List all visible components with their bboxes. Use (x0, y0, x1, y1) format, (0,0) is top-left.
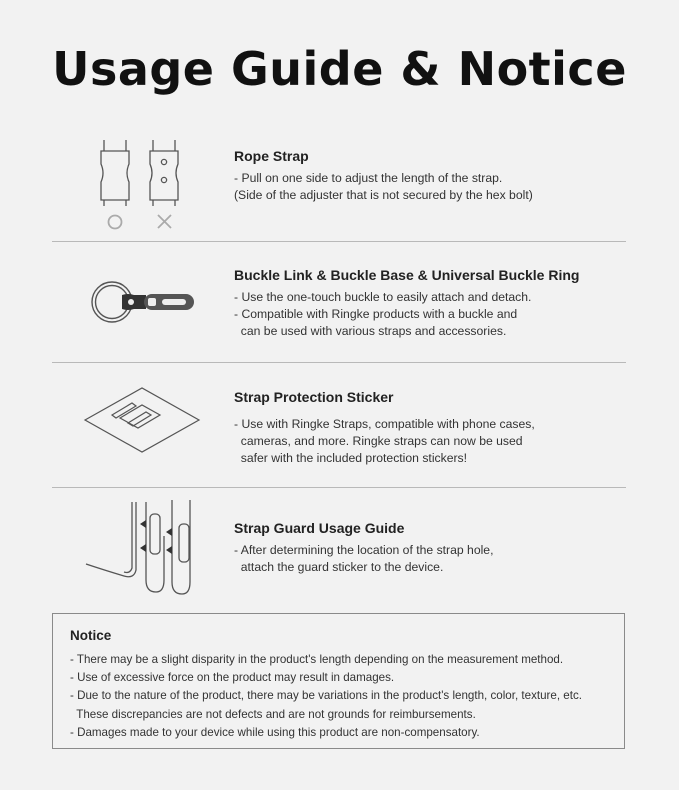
section-rope-strap (234, 148, 614, 204)
correct-mark-icon (109, 216, 122, 229)
section-line: - Compatible with Ringke products with a buckle and (234, 307, 518, 321)
section-title: Buckle Link & Buckle Base & Universal Buckle Ring (234, 267, 580, 283)
section-line: (Side of the adjuster that is not secured by the hex bolt) (234, 188, 533, 202)
section-title: Strap Guard Usage Guide (234, 520, 405, 536)
section-line: - Use the one-touch buckle to easily attach and detach. (234, 290, 532, 304)
rope-strap-illustration (92, 138, 192, 234)
sticker-illustration (82, 385, 202, 455)
notice-line: These discrepancies are not defects and are not grounds for reimbursements. (70, 707, 476, 721)
divider (52, 362, 626, 363)
section-line: cameras, and more. Ringke straps can now be used (234, 434, 523, 448)
notice-line: - There may be a slight disparity in the product's length depending on the measurement method. (70, 653, 564, 666)
page-title: Usage Guide & Notice (52, 42, 627, 96)
notice-line: - Use of excessive force on the product may result in damages. (70, 671, 395, 685)
wrong-mark-icon (158, 215, 171, 228)
section-title: Rope Strap (234, 148, 309, 164)
section-buckle (234, 267, 614, 340)
section-line: - Use with Ringke Straps, compatible with phone cases, (234, 417, 535, 431)
section-strap-guard (234, 520, 614, 576)
section-line: safer with the included protection stickers! (234, 451, 468, 465)
divider (52, 241, 626, 242)
section-title: Strap Protection Sticker (234, 389, 394, 405)
notice-list (70, 651, 582, 742)
section-line: attach the guard sticker to the device. (234, 560, 444, 574)
divider (52, 487, 626, 488)
notice-box (52, 613, 625, 749)
section-sticker (234, 389, 614, 467)
section-line: can be used with various straps and accessories. (234, 324, 507, 338)
section-line: - After determining the location of the strap hole, (234, 543, 494, 557)
notice-title: Notice (70, 628, 112, 643)
notice-line: - Due to the nature of the product, there may be variations in the product's length, color, texture, etc. (70, 689, 582, 703)
section-line: - Pull on one side to adjust the length of the strap. (234, 171, 503, 185)
strap-guard-illustration (84, 496, 204, 596)
notice-line: - Damages made to your device while using this product are non-compensatory. (70, 725, 480, 739)
buckle-illustration (88, 278, 200, 328)
